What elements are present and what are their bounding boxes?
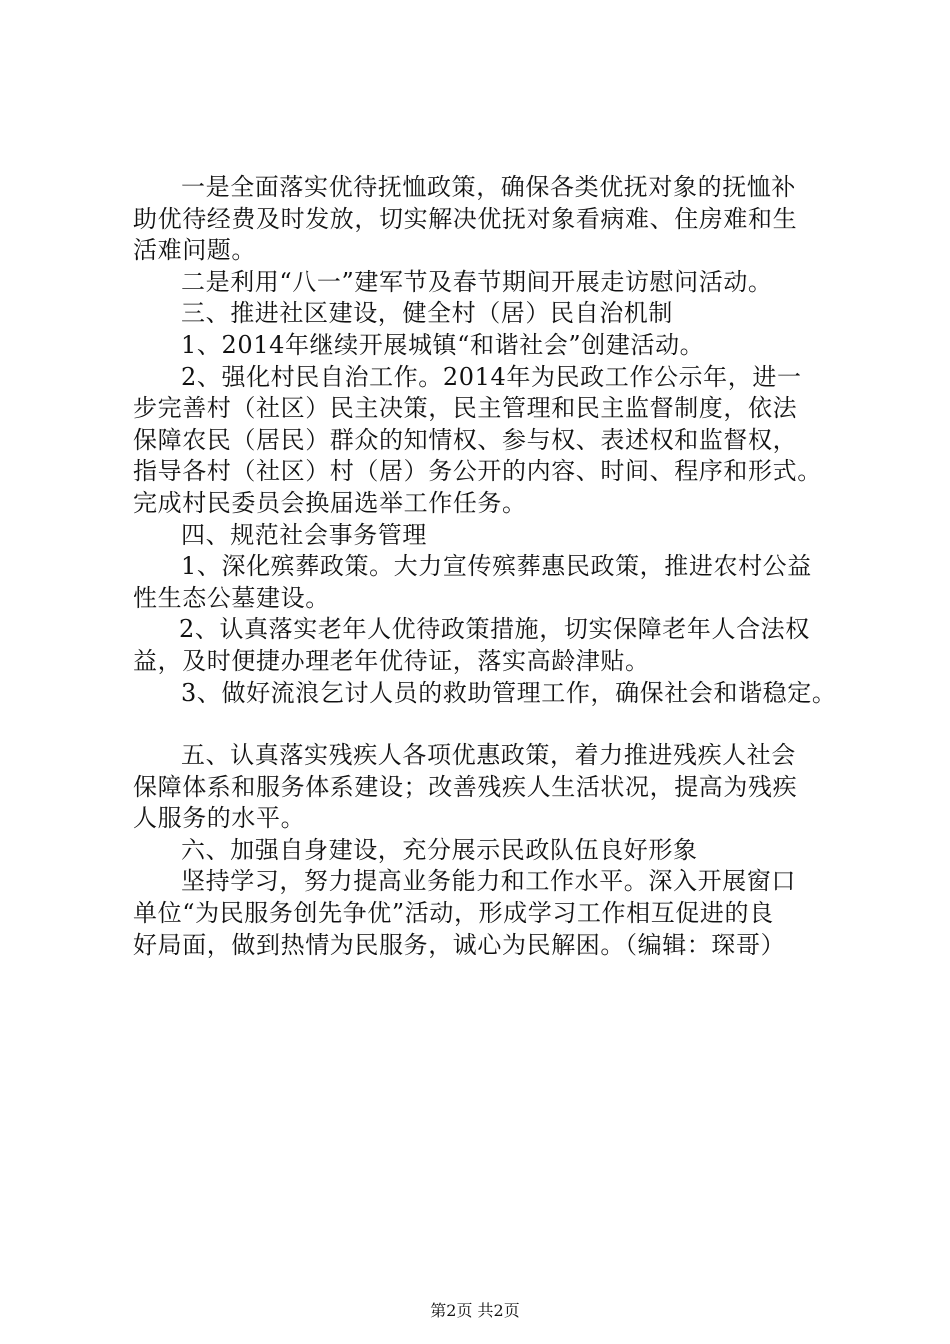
paragraph-line: 1、深化殡葬政策。大力宣传殡葬惠民政策，推进农村公益 xyxy=(181,552,812,581)
section-heading: 五、认真落实残疾人各项优惠政策，着力推进残疾人社会 xyxy=(181,741,796,770)
paragraph-line: 3、做好流浪乞讨人员的救助管理工作，确保社会和谐稳定。 xyxy=(181,678,837,707)
paragraph-line: 活难问题。 xyxy=(133,236,256,265)
paragraph-line: 好局面，做到热情为民服务，诚心为民解困。（编辑：琛哥） xyxy=(133,930,786,959)
paragraph-line: 2、认真落实老年人优待政策措施，切实保障老年人合法权 xyxy=(179,615,810,644)
paragraph-line: 指导各村（社区）村（居）务公开的内容、时间、程序和形式。 xyxy=(133,457,822,486)
paragraph-line: 完成村民委员会换届选举工作任务。 xyxy=(133,488,527,517)
document-body xyxy=(133,172,837,961)
paragraph-line: 2、强化村民自治工作。2014年为民政工作公示年，进一 xyxy=(181,362,802,391)
paragraph-line: 1、2014年继续开展城镇“和谐社会”创建活动。 xyxy=(181,330,705,359)
paragraph-line: 坚持学习，努力提高业务能力和工作水平。深入开展窗口 xyxy=(181,867,796,896)
paragraph-line: 一是全面落实优待抚恤政策，确保各类优抚对象的抚恤补 xyxy=(181,173,796,201)
paragraph-line: 人服务的水平。 xyxy=(133,804,306,833)
section-heading: 三、推进社区建设，健全村（居）民自治机制 xyxy=(181,299,673,328)
section-heading: 六、加强自身建设，充分展示民政队伍良好形象 xyxy=(181,835,698,864)
paragraph-line: 益，及时便捷办理老年优待证，落实高龄津贴。 xyxy=(133,646,650,675)
paragraph-line: 性生态公墓建设。 xyxy=(133,583,330,612)
paragraph-line: 保障体系和服务体系建设；改善残疾人生活状况，提高为残疾 xyxy=(133,772,798,801)
section-heading: 四、规范社会事务管理 xyxy=(181,520,427,549)
paragraph-gap xyxy=(133,709,833,740)
page-footer xyxy=(0,1301,950,1321)
paragraph-line: 单位“为民服务创先争优”活动，形成学习工作相互促进的良 xyxy=(133,899,774,928)
paragraph-line: 步完善村（社区）民主决策，民主管理和民主监督制度，依法 xyxy=(133,394,798,423)
page-number-label: 第2页 共2页 xyxy=(430,1301,520,1320)
paragraph-line: 保障农民（居民）群众的知情权、参与权、表述权和监督权， xyxy=(133,425,798,454)
paragraph-line: 二是利用“八一”建军节及春节期间开展走访慰问活动。 xyxy=(181,267,773,296)
paragraph-line: 助优待经费及时发放，切实解决优抚对象看病难、住房难和生 xyxy=(133,204,798,233)
